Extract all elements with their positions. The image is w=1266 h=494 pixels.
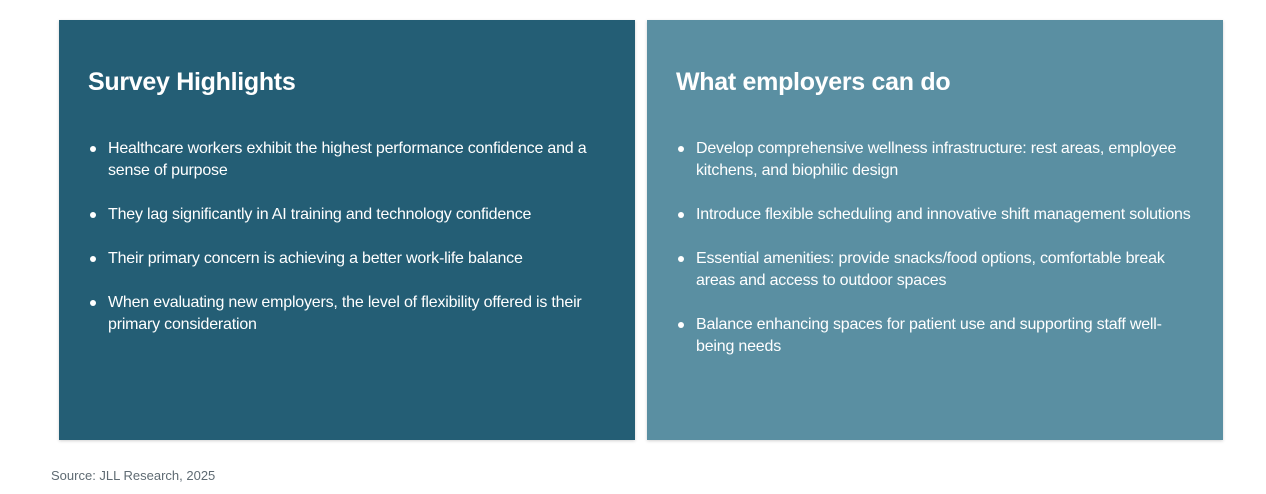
list-item <box>88 248 607 270</box>
list-item-text: They lag significantly in AI training and technology confidence <box>108 206 532 223</box>
list-item <box>676 248 1195 292</box>
source-note: Source: JLL Research, 2025 <box>51 468 216 483</box>
employer-actions-card <box>647 20 1223 440</box>
bullet-icon <box>90 212 96 218</box>
list-item-text: Healthcare workers exhibit the highest performance confidence and a sense of purpose <box>108 140 587 179</box>
survey-highlights-card <box>59 20 635 440</box>
bullet-icon <box>90 300 96 306</box>
list-item <box>676 138 1195 182</box>
list-item-text: Essential amenities: provide snacks/food options, comfortable break areas and access to outdoor spaces <box>696 250 1165 289</box>
list-item-text: Develop comprehensive wellness infrastructure: rest areas, employee kitchens, and biophilic design <box>696 140 1177 179</box>
card-title: Survey Highlights <box>88 68 296 96</box>
bullet-icon <box>90 256 96 262</box>
list-item <box>676 204 1195 226</box>
bullet-icon <box>90 146 96 152</box>
list-item <box>88 204 607 226</box>
list-item-text: Balance enhancing spaces for patient use and supporting staff well-being needs <box>696 316 1162 355</box>
list-item-text: When evaluating new employers, the level of flexibility offered is their primary consideration <box>108 294 582 333</box>
actions-list <box>676 138 1195 358</box>
bullet-icon <box>678 212 684 218</box>
bullet-icon <box>678 322 684 328</box>
card-title: What employers can do <box>676 68 951 96</box>
list-item <box>88 292 607 336</box>
bullet-icon <box>678 256 684 262</box>
list-item-text: Their primary concern is achieving a better work-life balance <box>108 250 523 267</box>
bullet-icon <box>678 146 684 152</box>
highlights-list <box>88 138 607 336</box>
list-item <box>676 314 1195 358</box>
list-item-text: Introduce flexible scheduling and innovative shift management solutions <box>696 206 1191 223</box>
list-item <box>88 138 607 182</box>
